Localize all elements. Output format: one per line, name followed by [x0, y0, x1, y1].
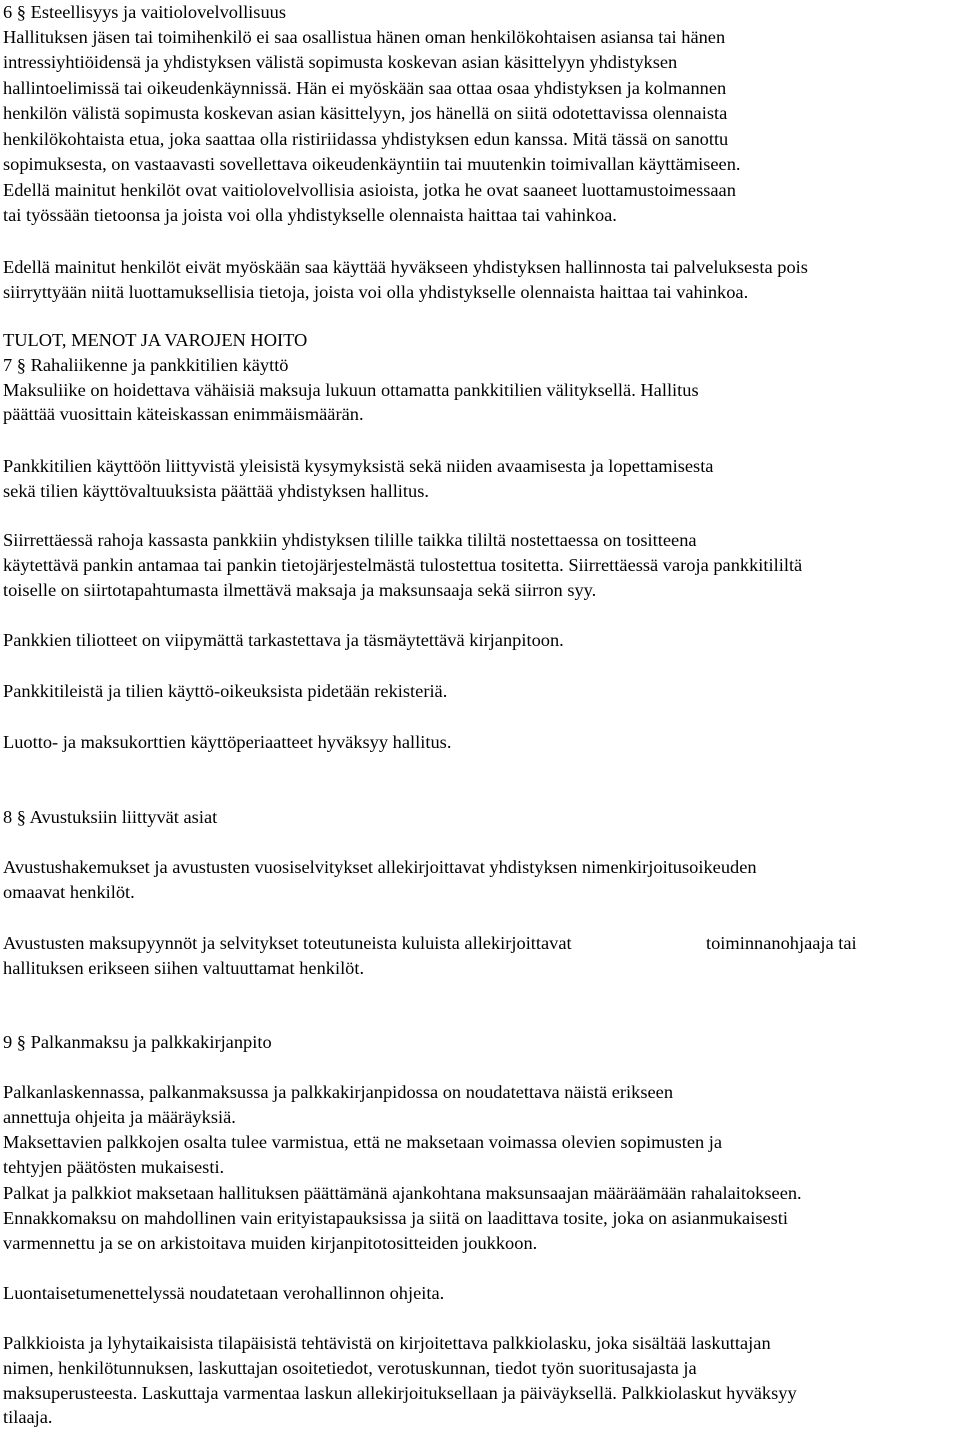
text-line: henkilön välistä sopimusta koskevan asian käsittelyyn, jos hänellä on siitä odotettavissa olennaista	[3, 103, 728, 123]
text-line: Siirrettäessä rahoja kassasta pankkiin yhdistyksen tilille taikka tililtä nostettaessa on tositteena	[3, 530, 697, 550]
text-line: varmennettu ja se on arkistoitava muiden kirjanpitotositteiden joukkoon.	[3, 1233, 538, 1253]
text-line: toiminnanohjaaja tai	[706, 933, 857, 953]
text-line: Maksettavien palkkojen osalta tulee varmistua, että ne maksetaan voimassa olevien sopimusten ja	[3, 1132, 723, 1152]
text-line: omaavat henkilöt.	[3, 882, 135, 902]
text-line: Pankkien tiliotteet on viipymättä tarkastettava ja täsmäytettävä kirjanpitoon.	[3, 630, 564, 650]
text-line: sekä tilien käyttövaltuuksista päättää yhdistyksen hallitus.	[3, 481, 429, 501]
text-line: Maksuliike on hoidettava vähäisiä maksuja lukuun ottamatta pankkitilien välityksellä. Hallitus	[3, 380, 699, 400]
section-6-heading: 6 § Esteellisyys ja vaitiolovelvollisuus	[3, 2, 286, 22]
text-line: nimen, henkilötunnuksen, laskuttajan osoitetiedot, verotuskunnan, tiedot työn suoritusajasta ja	[3, 1358, 697, 1378]
text-line: Palkanlaskennassa, palkanmaksussa ja palkkakirjanpidossa on noudatettava näistä erikseen	[3, 1082, 674, 1102]
text-line: Hallituksen jäsen tai toimihenkilö ei saa osallistua hänen oman henkilökohtaisen asiansa tai hänen	[3, 27, 726, 47]
text-line: maksuperusteesta. Laskuttaja varmentaa laskun allekirjoituksellaan ja päiväyksellä. Palkkiolaskut hyväksyy	[3, 1383, 797, 1403]
section-7-heading: 7 § Rahaliikenne ja pankkitilien käyttö	[3, 355, 289, 375]
text-line: hallintoelimissä tai oikeudenkäynnissä. Hän ei myöskään saa ottaa osaa yhdistyksen ja kolmannen	[3, 78, 727, 98]
text-line: tehtyjen päätösten mukaisesti.	[3, 1157, 225, 1177]
text-line: Avustusten maksupyynnöt ja selvitykset toteutuneista kuluista allekirjoittavat	[3, 933, 572, 953]
text-line: henkilökohtaista etua, joka saattaa olla ristiriidassa yhdistyksen edun kanssa. Mitä tässä on sanottu	[3, 129, 729, 149]
text-line: Pankkitilien käyttöön liittyvistä yleisistä kysymyksistä sekä niiden avaamisesta ja lopettamisesta	[3, 456, 714, 476]
text-line: hallituksen erikseen siihen valtuuttamat henkilöt.	[3, 958, 365, 978]
text-line: intressiyhtiöidensä ja yhdistyksen välistä sopimusta koskevan asian käsittelyyn yhdistyksen	[3, 52, 678, 72]
text-line: siirryttyään niitä luottamuksellisia tietoja, joista voi olla yhdistykselle olennaista haittaa tai vahinkoa.	[3, 282, 749, 302]
text-line: toiselle on siirtotapahtumasta ilmettävä maksaja ja maksunsaaja sekä siirron syy.	[3, 580, 597, 600]
text-line: sopimuksesta, on vastaavasti sovellettava oikeudenkäyntiin tai muutenkin toimivallan käyttämiseen.	[3, 154, 741, 174]
text-line: päättää vuosittain käteiskassan enimmäismäärän.	[3, 404, 364, 424]
text-line: Luotto- ja maksukorttien käyttöperiaatteet hyväksyy hallitus.	[3, 732, 452, 752]
text-line: Palkkioista ja lyhytaikaisista tilapäisistä tehtävistä on kirjoitettava palkkiolasku, joka sisältää laskuttajan	[3, 1333, 771, 1353]
text-line: Luontaisetumenettelyssä noudatetaan verohallinnon ohjeita.	[3, 1283, 445, 1303]
section-9-heading: 9 § Palkanmaksu ja palkkakirjanpito	[3, 1032, 272, 1052]
text-line: Pankkitileistä ja tilien käyttö-oikeuksista pidetään rekisteriä.	[3, 681, 448, 701]
text-line: Avustushakemukset ja avustusten vuosiselvitykset allekirjoittavat yhdistyksen nimenkirjoitusoikeuden	[3, 857, 757, 877]
text-line: tai työssään tietoonsa ja joista voi olla yhdistykselle olennaista haittaa tai vahinkoa.	[3, 205, 617, 225]
text-line: Edellä mainitut henkilöt ovat vaitiolovelvollisia asioista, jotka he ovat saaneet luottamustoimessaan	[3, 180, 736, 200]
text-line: annettuja ohjeita ja määräyksiä.	[3, 1107, 236, 1127]
section-8-heading: 8 § Avustuksiin liittyvät asiat	[3, 807, 218, 827]
text-line: Ennakkomaksu on mahdollinen vain erityistapauksissa ja siitä on laadittava tosite, joka on asianmukaisesti	[3, 1208, 789, 1228]
text-line: tilaaja.	[3, 1407, 53, 1427]
text-line: käytettävä pankin antamaa tai pankin tietojärjestelmästä tulostettua tositetta. Siirrettäessä varoja pankkitililtä	[3, 555, 803, 575]
text-line: Edellä mainitut henkilöt eivät myöskään saa käyttää hyväkseen yhdistyksen hallinnosta tai palveluksesta pois	[3, 257, 808, 277]
text-line: Palkat ja palkkiot maksetaan hallituksen päättämänä ajankohtana maksunsaajan määräämään rahalaitokseen.	[3, 1183, 802, 1203]
finance-heading: TULOT, MENOT JA VAROJEN HOITO	[3, 330, 308, 350]
